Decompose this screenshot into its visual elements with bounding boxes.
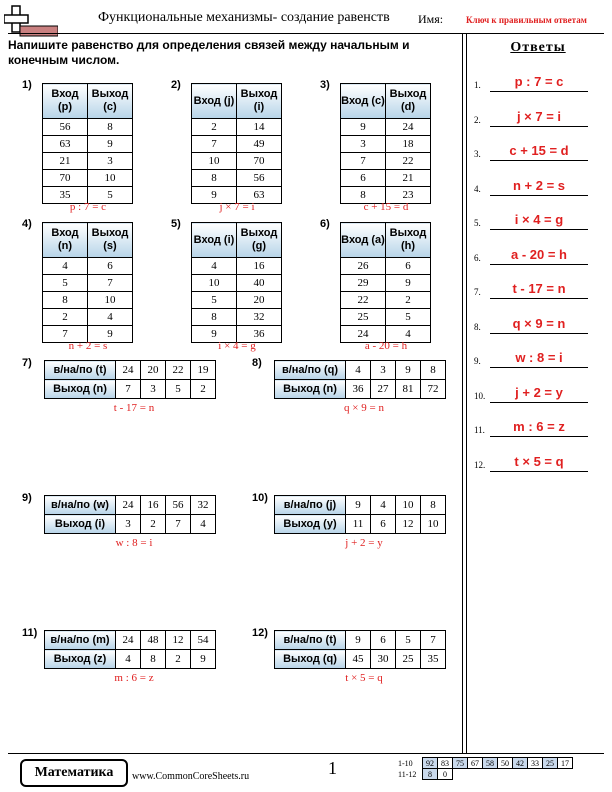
score-cell: 42 [513,758,528,769]
subject-badge: Математика [20,759,128,787]
score-cell: 50 [498,758,513,769]
footer-divider [8,753,604,754]
answer-number: 8. [474,321,481,332]
table-row [45,650,216,669]
table-cell: 25 [396,650,421,669]
answer-line [490,91,588,92]
rule-text: c + 15 = d [363,201,409,213]
table-row [45,515,216,534]
rule-text: n + 2 = s [68,340,108,352]
table-row [275,650,446,669]
table-cell: 9 [341,119,386,136]
table-row [45,361,216,380]
table-row [43,136,133,153]
answer-text: i × 4 = g [514,212,564,227]
table-header-row [43,84,133,119]
table-cell: 63 [237,187,282,204]
answer-line [490,402,588,403]
table-cell: 48 [141,631,166,650]
table-cell: 9 [346,496,371,515]
answer-number: 2. [474,114,481,125]
table-cell: 30 [371,650,396,669]
problem-number: 1) [22,79,32,91]
table-cell: 10 [88,292,133,309]
function-table [42,222,133,343]
table-cell: 7 [43,326,88,343]
header-divider [8,33,604,34]
row-header: Выход (n) [275,380,346,399]
column-header: Вход (p) [43,84,88,119]
answer-number: 10. [474,390,486,401]
answer-text: m : 6 = z [513,419,565,434]
table-cell: 8 [141,650,166,669]
answer-line [490,195,588,196]
table-row [43,309,133,326]
score-range-label: 11-12 [398,769,417,779]
table-row [43,119,133,136]
function-table [42,83,133,204]
column-header: Выход (g) [237,223,282,258]
rule-text: q × 9 = n [344,402,384,414]
table-cell: 7 [341,153,386,170]
table-cell: 16 [141,496,166,515]
column-header: Выход (d) [386,84,431,119]
row-header: Выход (z) [45,650,116,669]
table-cell: 10 [396,496,421,515]
row-header: в/на/по (t) [275,631,346,650]
table-row [45,496,216,515]
answer-line [490,471,588,472]
table-cell: 10 [192,153,237,170]
answer-text: j + 2 = y [515,384,563,400]
table-cell: 7 [116,380,141,399]
answer-text: t - 17 = n [512,281,566,296]
table-cell: 2 [141,515,166,534]
table-cell: 22 [166,361,191,380]
table-cell: 8 [421,361,446,380]
table-row [341,292,431,309]
answer-number: 7. [474,287,481,297]
answer-text: w : 8 = i [515,350,563,365]
answer-text: q × 9 = n [512,315,566,331]
answer-line [490,264,588,265]
table-row [192,136,282,153]
table-cell: 10 [421,515,446,534]
table-cell: 8 [88,119,133,136]
table-cell: 56 [237,170,282,187]
page-number: 1 [328,758,337,778]
table-cell: 9 [191,650,216,669]
row-header: Выход (i) [45,515,116,534]
table-cell: 49 [237,136,282,153]
table-cell: 4 [88,309,133,326]
table-cell: 12 [166,631,191,650]
table-row [192,119,282,136]
rule-text: p : 7 = c [69,201,107,213]
table-cell: 24 [116,496,141,515]
function-table [191,222,282,343]
column-header: Вход (c) [341,84,386,119]
answer-line [490,229,588,230]
score-cell: 58 [483,758,498,769]
table-row [43,170,133,187]
table-cell: 24 [116,631,141,650]
table-row [341,275,431,292]
table-cell: 21 [386,170,431,187]
table-cell: 3 [371,361,396,380]
table-cell: 5 [192,292,237,309]
table-cell: 8 [341,187,386,204]
table-header-row [192,223,282,258]
answer-key-label: Ключ к правильным ответам [466,15,587,25]
answer-text: a - 20 = h [511,246,567,262]
table-cell: 6 [371,631,396,650]
table-row [341,170,431,187]
table-cell: 32 [237,309,282,326]
table-cell: 11 [346,515,371,534]
table-cell: 6 [371,515,396,534]
table-cell: 2 [43,309,88,326]
column-header: Выход (s) [88,223,133,258]
table-cell: 3 [341,136,386,153]
table-row [192,170,282,187]
table-cell: 7 [421,631,446,650]
column-header: Выход (c) [88,84,133,119]
table-cell: 63 [43,136,88,153]
function-table [340,83,431,204]
column-header: Выход (h) [386,223,431,258]
table-cell: 5 [396,631,421,650]
table-cell: 23 [386,187,431,204]
rule-text: t - 17 = n [113,402,155,414]
score-row [398,758,573,769]
table-row [275,631,446,650]
table-cell: 4 [346,361,371,380]
table-row [192,275,282,292]
table-row [341,136,431,153]
site-url: www.CommonCoreSheets.ru [132,771,250,782]
problem-number: 5) [171,218,181,230]
table-cell: 10 [192,275,237,292]
score-cell: 8 [423,769,438,780]
score-cell: 33 [528,758,543,769]
problem-number: 7) [22,357,32,369]
table-row [43,153,133,170]
table-cell: 8 [43,292,88,309]
function-table [340,222,431,343]
column-header: Вход (j) [192,84,237,119]
table-cell: 3 [116,515,141,534]
table-cell: 70 [43,170,88,187]
table-cell: 2 [166,650,191,669]
column-header: Вход (i) [192,223,237,258]
problem-number: 4) [22,218,32,230]
function-table [274,630,446,669]
table-row [45,631,216,650]
table-row [275,380,446,399]
problem-number: 10) [252,492,268,504]
score-cell: 83 [438,758,453,769]
table-row [275,515,446,534]
table-cell: 24 [116,361,141,380]
table-cell: 36 [346,380,371,399]
table-cell: 21 [43,153,88,170]
function-table [274,360,446,399]
score-cell: 17 [558,758,573,769]
problem-number: 8) [252,357,262,369]
rule-text: j × 7 = i [219,201,255,213]
table-cell: 32 [191,496,216,515]
column-header: Вход (n) [43,223,88,258]
table-row [192,292,282,309]
table-cell: 9 [192,326,237,343]
answer-text: p : 7 = c [514,74,564,89]
table-cell: 70 [237,153,282,170]
name-label: Имя: [418,12,444,26]
table-cell: 56 [166,496,191,515]
table-cell: 2 [386,292,431,309]
score-cell: 0 [438,769,453,780]
table-row [341,119,431,136]
table-cell: 35 [421,650,446,669]
table-cell: 72 [421,380,446,399]
table-cell: 4 [192,258,237,275]
table-cell: 36 [237,326,282,343]
answer-number: 11. [474,425,485,435]
row-header: Выход (y) [275,515,346,534]
table-cell: 9 [88,136,133,153]
table-cell: 5 [43,275,88,292]
row-header: в/на/по (m) [45,631,116,650]
table-cell: 5 [88,187,133,204]
answer-text: n + 2 = s [512,177,566,193]
table-row [45,380,216,399]
table-header-row [341,223,431,258]
table-row [275,496,446,515]
answer-line [490,126,588,127]
row-header: Выход (n) [45,380,116,399]
table-cell: 7 [166,515,191,534]
table-cell: 25 [341,309,386,326]
table-cell: 81 [396,380,421,399]
score-range-label: 1-10 [398,758,413,768]
table-cell: 5 [386,309,431,326]
instructions: Напишите равенство для определения связей между начальным и конечным числом. [8,38,410,67]
table-cell: 16 [237,258,282,275]
table-cell: 26 [341,258,386,275]
table-cell: 54 [191,631,216,650]
table-cell: 14 [237,119,282,136]
table-cell: 12 [396,515,421,534]
table-cell: 29 [341,275,386,292]
table-cell: 22 [386,153,431,170]
table-row [341,153,431,170]
table-cell: 7 [192,136,237,153]
table-cell: 19 [191,361,216,380]
table-cell: 24 [341,326,386,343]
problem-number: 2) [171,79,181,91]
row-header: Выход (q) [275,650,346,669]
score-table [398,757,573,780]
score-cell: 75 [453,758,468,769]
rule-text: a - 20 = h [364,340,408,352]
table-cell: 40 [237,275,282,292]
table-cell: 3 [141,380,166,399]
score-cell: 25 [543,758,558,769]
problem-number: 11) [22,627,38,639]
column-header: Выход (i) [237,84,282,119]
rule-text: j + 2 = y [345,537,383,549]
column-header: Вход (a) [341,223,386,258]
answer-line [490,160,588,161]
table-cell: 5 [166,380,191,399]
answers-heading: Ответы [510,40,566,55]
score-row [398,769,573,780]
problem-number: 12) [252,627,268,639]
table-cell: 8 [192,170,237,187]
answer-line [490,367,588,368]
table-cell: 6 [341,170,386,187]
problem-number: 3) [320,79,330,91]
problem-number: 9) [22,492,32,504]
score-cell: 67 [468,758,483,769]
table-header-row [192,84,282,119]
table-cell: 9 [386,275,431,292]
table-cell: 6 [386,258,431,275]
table-header-row [341,84,431,119]
answer-line [490,333,588,334]
table-row [192,309,282,326]
answer-line [490,436,588,437]
table-cell: 4 [386,326,431,343]
answer-line [490,298,588,299]
answer-number: 3. [474,149,481,159]
table-cell: 7 [88,275,133,292]
table-cell: 10 [88,170,133,187]
rule-text: i × 4 = g [218,340,256,352]
column-divider [462,33,463,753]
table-cell: 20 [237,292,282,309]
answer-number: 1. [474,80,481,90]
table-cell: 4 [43,258,88,275]
problem-number: 6) [320,218,330,230]
rule-text: t × 5 = q [345,672,383,684]
function-table [274,495,446,534]
table-row [43,258,133,275]
answer-number: 12. [474,459,486,470]
column-divider [466,33,467,753]
table-cell: 9 [396,361,421,380]
function-table [191,83,282,204]
table-cell: 20 [141,361,166,380]
answer-text: c + 15 = d [509,143,569,158]
answer-number: 4. [474,183,481,194]
row-header: в/на/по (t) [45,361,116,380]
table-cell: 8 [421,496,446,515]
table-header-row [43,223,133,258]
table-cell: 9 [346,631,371,650]
answer-number: 5. [474,218,481,228]
score-cell: 92 [423,758,438,769]
table-cell: 3 [88,153,133,170]
function-table [44,630,216,669]
table-row [43,275,133,292]
page-title: Функциональные механизмы- создание равенств [98,10,390,25]
table-cell: 18 [386,136,431,153]
table-row [192,153,282,170]
table-cell: 6 [88,258,133,275]
table-cell: 2 [192,119,237,136]
table-cell: 8 [192,309,237,326]
answer-number: 9. [474,356,481,366]
row-header: в/на/по (w) [45,496,116,515]
table-cell: 4 [371,496,396,515]
table-row [341,258,431,275]
table-cell: 22 [341,292,386,309]
table-cell: 4 [116,650,141,669]
rule-text: w : 8 = i [115,537,153,549]
function-table [44,495,216,534]
table-cell: 2 [191,380,216,399]
row-header: в/на/по (q) [275,361,346,380]
table-cell: 4 [191,515,216,534]
table-cell: 56 [43,119,88,136]
answer-number: 6. [474,252,481,263]
rule-text: m : 6 = z [114,672,154,684]
table-row [341,309,431,326]
table-cell: 9 [192,187,237,204]
answer-text: j × 7 = i [516,108,562,124]
row-header: в/на/по (j) [275,496,346,515]
table-cell: 9 [88,326,133,343]
table-cell: 35 [43,187,88,204]
table-cell: 24 [386,119,431,136]
table-row [275,361,446,380]
table-cell: 27 [371,380,396,399]
table-row [192,258,282,275]
table-cell: 45 [346,650,371,669]
function-table [44,360,216,399]
answer-text: t × 5 = q [514,453,564,469]
table-row [43,292,133,309]
